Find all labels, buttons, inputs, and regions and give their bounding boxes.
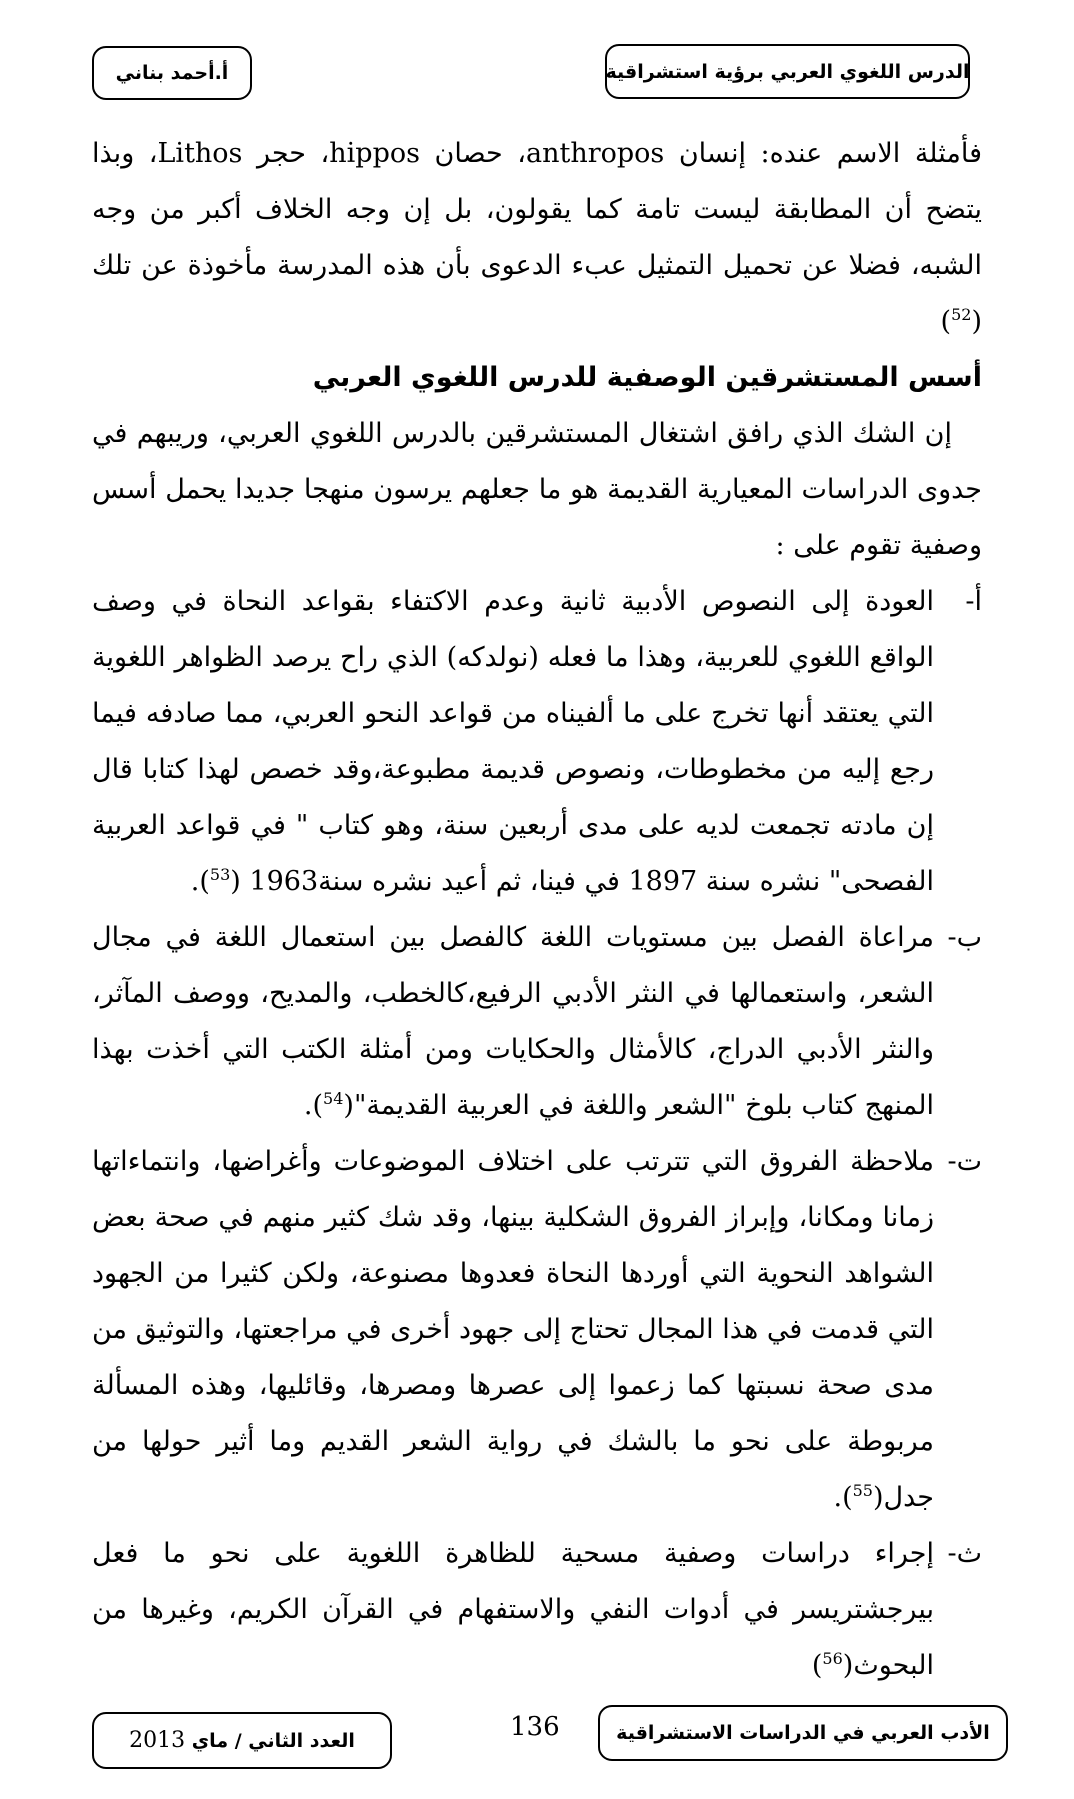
word-lithos: Lithos: [157, 138, 243, 169]
header-author-text: أ.أحمد بناني: [115, 62, 229, 84]
footer-journal-title: [598, 1705, 1008, 1761]
footer-issue-year: 2013: [129, 1728, 186, 1753]
list-item-body: مراعاة الفصل بين مستويات اللغة كالفصل بين استعمال اللغة في مجال الشعر، واستعمالها في النثر الأدبي الرفيع،كالخطب، والمديح، ووصف المآثر، والنثر الأدبي الدراج، كالأمثال والحكايات ومن أمثلة الكتب التي أخذت بهذا المنهج كتاب بلوخ "الشعر واللغة في العربية القديمة"(: [92, 922, 934, 1121]
list-item-tail: ).: [303, 1090, 324, 1121]
word-hippos: hippos: [329, 138, 420, 169]
section-paragraph: إن الشك الذي رافق اشتغال المستشرقين بالدرس اللغوي العربي، وريبهم في جدوى الدراسات المعيارية القديمة هو ما جعلهم يرسون منهجا جديدا يحمل أسس وصفية تقوم على :: [92, 418, 982, 561]
list-item-body: إجراء دراسات وصفية مسحية للظاهرة اللغوية على نحو ما فعل بيرجشتريسر في أدوات النفي والاستفهام في القرآن الكريم، وغيرها من البحوث(: [92, 1538, 934, 1681]
list-item-text: [92, 910, 934, 1134]
list-marker: ت-: [947, 1146, 982, 1177]
list-marker: ث-: [947, 1538, 982, 1569]
article-body: [92, 126, 982, 1694]
section-heading: أسس المستشرقين الوصفية للدرس اللغوي العربي: [312, 362, 982, 393]
header-author: [92, 46, 252, 100]
list-item-body: ملاحظة الفروق التي تترتب على اختلاف الموضوعات وأغراضها، وانتماءاتها زمانا ومكانا، وإبراز الفروق الشكلية بينها، وقد شك كثير منهم في صحة بعض الشواهد النحوية التي أوردها النحاة فعدوها مصنوعة، ولكن كثيرا من الجهود التي قدمت في هذا المجال تحتاج إلى جهود أخرى في مراجعتها، والتوثيق من مدى صحة نسبتها كما زعموا إلى عصرها ومصرها، وقائليها، وهذه المسألة مربوطة على نحو ما بالشك في رواية الشعر القديم وما أثير حولها من جدل(: [92, 1146, 934, 1513]
list-item-tail: ): [811, 1650, 823, 1681]
intro-text-2: ، حصان: [419, 138, 526, 169]
footnote-ref-53: 53: [209, 865, 231, 884]
list-marker: أ-: [965, 586, 982, 617]
footnote-ref-55: 55: [852, 1481, 873, 1500]
footer-issue-label: العدد الثاني / ماي: [191, 1729, 355, 1752]
list-item-text: [92, 1134, 934, 1526]
footnote-ref-52: 52: [951, 305, 972, 324]
header-journal-title-text: الدرس اللغوي العربي برؤية استشراقية: [605, 60, 970, 83]
page-number: 136: [510, 1712, 560, 1742]
list-item-a: [92, 574, 982, 910]
list-item-text: [92, 574, 934, 910]
list-item-body: العودة إلى النصوص الأدبية ثانية وعدم الاكتفاء بقواعد النحاة في وصف الواقع اللغوي للعربية، وهذا ما فعله (نولدكه) الذي راح يرصد الظواهر اللغوية التي يعتقد أنها تخرج على ما ألفيناه من قواعد النحو العربي، مما صادفه فيما رجع إليه من مخطوطات، ونصوص قديمة مطبوعة،وقد خصص لهذا كتابا قال إن مادته تجمعت لديه على مدى أربعين سنة، وهو كتاب " في قواعد العربية الفصحى" نشره سنة 1897 في فينا، ثم أعيد نشره سنة1963 (: [92, 586, 934, 897]
list-item-tail: ).: [190, 866, 210, 897]
intro-text-3: ، حجر: [242, 138, 330, 169]
list-item-text: [92, 1526, 934, 1694]
footnote-ref-54: 54: [323, 1089, 344, 1108]
header-journal-title: [605, 44, 970, 99]
list-marker: ب-: [947, 922, 982, 953]
footer-journal-title-text: الأدب العربي في الدراسات الاستشراقية: [616, 1722, 990, 1744]
list-item-b: [92, 910, 982, 1134]
footer-issue: [92, 1712, 392, 1769]
intro-text-1: فأمثلة الاسم عنده: إنسان: [664, 138, 982, 169]
word-anthropos: anthropos: [525, 138, 665, 169]
intro-text-5: ): [940, 306, 952, 337]
list-item-t: [92, 1134, 982, 1526]
list-item-tail: ).: [833, 1482, 853, 1513]
intro-text-4: ، وبذا يتضح أن المطابقة ليست تامة كما يقولون، بل إن وجه الخلاف أكبر من وجه الشبه، فضلا عن تحميل التمثيل عبء الدعوى بأن هذه المدرسة مأخوذة عن تلك (: [92, 138, 982, 337]
list-item-th: [92, 1526, 982, 1694]
footnote-ref-56: 56: [822, 1649, 843, 1668]
intro-paragraph: [92, 126, 982, 350]
